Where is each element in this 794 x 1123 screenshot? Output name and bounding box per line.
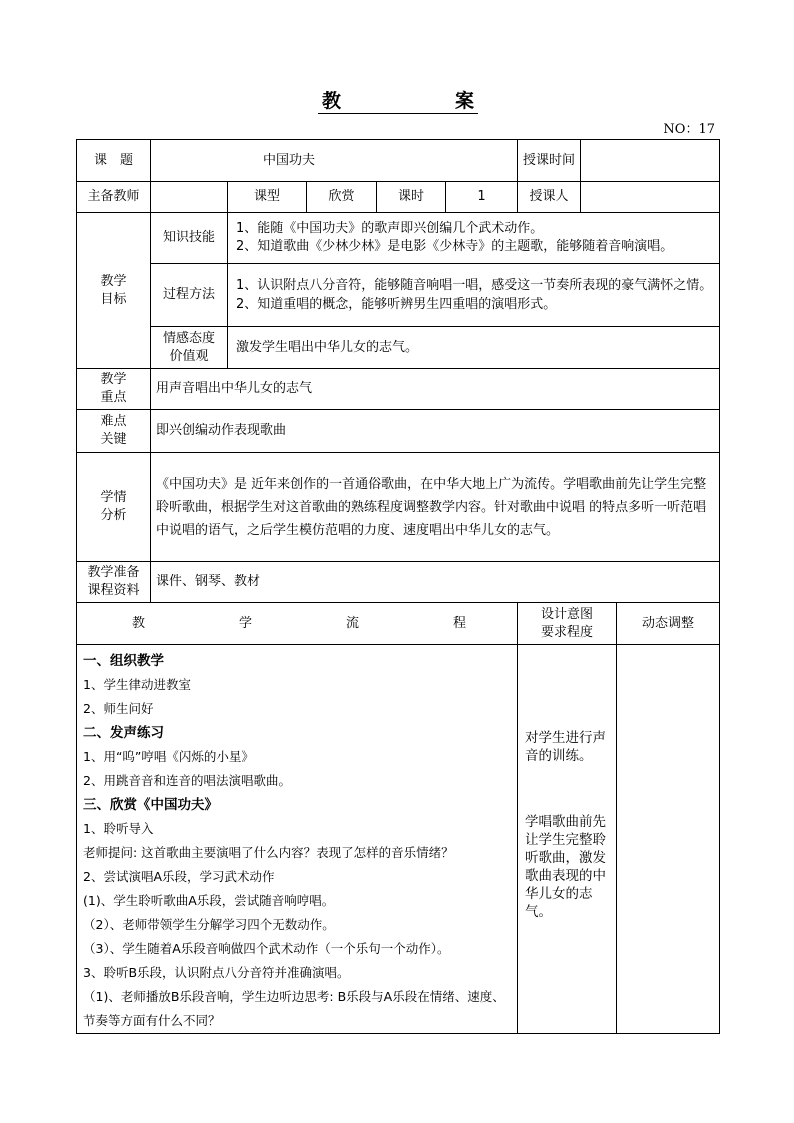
lecturer-label: 授课人 — [518, 182, 581, 213]
adjust-body — [617, 645, 720, 1034]
process-content — [228, 264, 720, 327]
analysis-label-line2: 分析 — [100, 508, 127, 523]
title-char-1: 教 — [322, 90, 342, 112]
analysis-label-line1: 学情 — [100, 490, 127, 505]
intent-header — [518, 603, 617, 645]
attitude-label — [151, 327, 228, 369]
adjust-header: 动态调整 — [617, 603, 720, 645]
title-char-2: 案 — [454, 90, 474, 112]
flow-line: （2）、老师带领学生分解学习四个无数动作。 — [83, 917, 335, 932]
intent-text-1: 对学生进行声音的训练。 — [525, 730, 607, 764]
attitude-text: 激发学生唱出中华儿女的志气。 — [228, 327, 720, 369]
key-point-text: 用声音唱出中华儿女的志气 — [151, 369, 720, 410]
attitude-label-line1: 情感态度 — [162, 330, 215, 346]
time-label: 授课时间 — [518, 140, 581, 182]
objectives-label — [77, 213, 151, 369]
flow-line: （1)、老师播放B乐段音响，学生边听边思考: B乐段与A乐段在情绪、速度、节奏等方面有什么不同？ — [83, 989, 505, 1028]
hours-value: 1 — [446, 182, 518, 213]
page-title — [318, 86, 478, 114]
lecturer-value — [581, 182, 720, 213]
attitude-label-line2: 价值观 — [169, 348, 209, 364]
hours-label: 课时 — [377, 182, 446, 213]
analysis-label — [77, 453, 151, 562]
key-point-label-line1: 教学 — [100, 372, 127, 387]
prep-label — [77, 562, 151, 603]
flow-header — [77, 603, 518, 645]
key-point-label — [77, 369, 151, 410]
lesson-plan-table — [76, 139, 720, 1034]
knowledge-line-2: 2、知道歌曲《少林少林》是电影《少林寺》的主题歌，能够随着音响演唱。 — [236, 239, 674, 254]
flow-header-char-4: 程 — [453, 615, 467, 631]
type-label: 课型 — [228, 182, 307, 213]
topic-value: 中国功夫 — [151, 140, 518, 182]
key-point-label-line2: 重点 — [100, 390, 127, 405]
flow-line: 老师提问: 这首歌曲主要演唱了什么内容？表现了怎样的音乐情绪？ — [83, 845, 454, 860]
flow-section-3-title: 三、欣赏《中国功夫》 — [83, 797, 218, 813]
intent-header-line2: 要求程度 — [541, 624, 594, 640]
flow-header-char-2: 学 — [239, 615, 253, 631]
flow-line: 1、聆听导入 — [83, 821, 154, 836]
process-label: 过程方法 — [151, 264, 228, 327]
flow-line: 2、尝试演唱A乐段，学习武术动作 — [83, 869, 275, 884]
intent-header-line1: 设计意图 — [541, 606, 594, 622]
intent-body — [518, 645, 617, 1034]
knowledge-content — [228, 213, 720, 264]
prep-label-line1: 教学准备 — [87, 565, 140, 580]
analysis-text: 《中国功夫》是 近年来创作的一首通俗歌曲，在中华大地上广为流传。学唱歌曲前先让学生完整聆听歌曲，根据学生对这首歌曲的熟练程度调整教学内容。针对歌曲中说唱 的特点多听一听范唱中说唱的语气，之后学生模仿范唱的力度、速度唱出中华儿女的志气。 — [151, 453, 720, 562]
teacher-label: 主备教师 — [77, 182, 151, 213]
flow-header-char-3: 流 — [346, 615, 360, 631]
objectives-label-line2: 目标 — [100, 291, 127, 307]
intent-text-2: 学唱歌曲前先让学生完整聆听歌曲，激发歌曲表现的中华儿女的志气。 — [525, 814, 607, 920]
difficulty-text: 即兴创编动作表现歌曲 — [151, 410, 720, 453]
topic-label: 课 题 — [77, 140, 151, 182]
flow-body — [77, 645, 518, 1034]
process-line-1: 1、认识附点八分音符，能够随音响唱一唱，感受这一节奏所表现的豪气满怀之情。 — [236, 278, 713, 293]
flow-header-char-1: 教 — [132, 615, 146, 631]
time-value — [581, 140, 720, 182]
knowledge-label: 知识技能 — [151, 213, 228, 264]
flow-line: (1)、学生聆听歌曲A乐段，尝试随音响哼唱。 — [83, 893, 335, 908]
difficulty-label — [77, 410, 151, 453]
difficulty-label-line2: 关键 — [100, 432, 127, 447]
flow-line: 1、学生律动进教室 — [83, 677, 191, 692]
knowledge-line-1: 1、能随《中国功夫》的歌声即兴创编几个武术动作。 — [236, 221, 544, 236]
document-number: NO：17 — [663, 122, 715, 137]
difficulty-label-line1: 难点 — [100, 414, 127, 429]
flow-line: 1、用“呜”哼唱《闪烁的小星》 — [83, 749, 254, 764]
objectives-label-line1: 教学 — [100, 273, 127, 289]
prep-text: 课件、钢琴、教材 — [151, 562, 720, 603]
flow-line: 3、聆听B乐段，认识附点八分音符并准确演唱。 — [83, 965, 350, 980]
flow-line: （3）、学生随着A乐段音响做四个武术动作（一个乐句一个动作）。 — [83, 941, 450, 956]
type-value: 欣赏 — [307, 182, 377, 213]
flow-section-1-title: 一、组织教学 — [83, 653, 164, 669]
flow-line: 2、师生问好 — [83, 701, 154, 716]
flow-line: 2、用跳音音和连音的唱法演唱歌曲。 — [83, 773, 291, 788]
flow-section-2-title: 二、发声练习 — [83, 725, 164, 741]
process-line-2: 2、知道重唱的概念，能够听辨男生四重唱的演唱形式。 — [236, 297, 557, 312]
prep-label-line2: 课程资料 — [87, 583, 140, 598]
teacher-value — [151, 182, 228, 213]
